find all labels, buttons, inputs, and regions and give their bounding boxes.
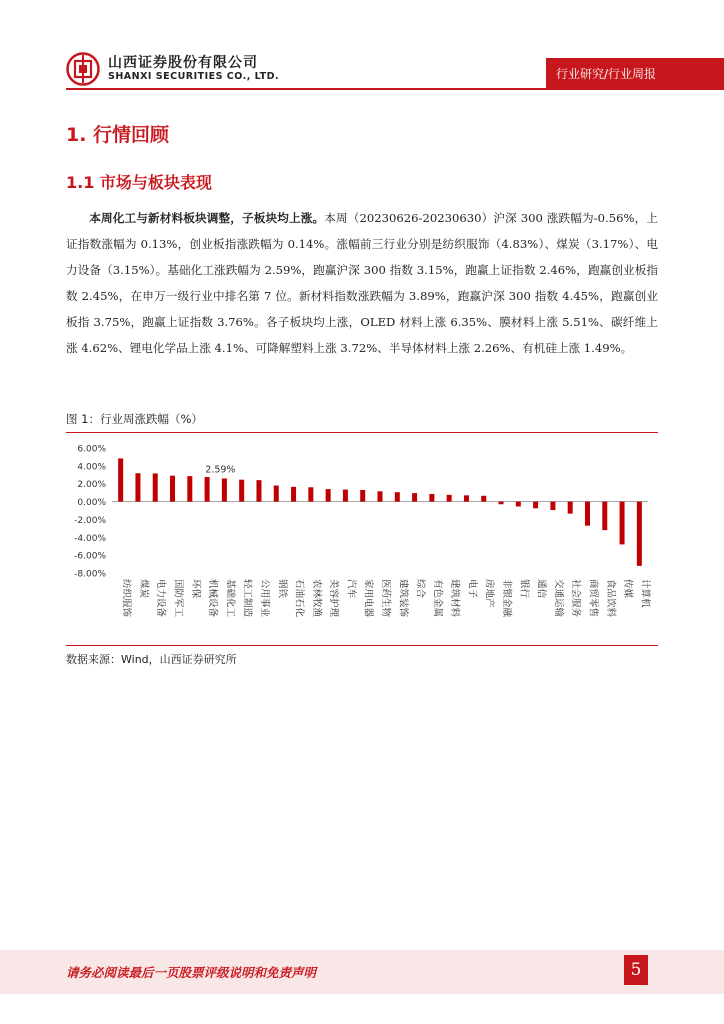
figure-title: 图 1：行业周涨跌幅（%） — [66, 412, 203, 426]
bar — [360, 490, 365, 502]
category-label: 食品饮料 — [604, 579, 616, 618]
category-label: 机械设备 — [207, 579, 219, 618]
category-label: 纺织服饰 — [120, 579, 132, 618]
bar — [481, 496, 486, 502]
category-label: 社会服务 — [570, 579, 582, 618]
bar — [222, 478, 227, 501]
bar — [118, 458, 123, 501]
category-label: 计算机 — [639, 579, 651, 608]
bar — [550, 502, 555, 510]
y-tick-label: 4.00% — [77, 462, 106, 473]
category-label: 交通运输 — [552, 579, 564, 618]
subsection-heading: 1.1 市场与板块表现 — [66, 173, 212, 192]
category-label: 商贸零售 — [587, 579, 599, 618]
bar — [326, 489, 331, 501]
category-label: 银行 — [518, 579, 530, 599]
category-label: 环保 — [189, 579, 201, 599]
bar — [499, 502, 504, 505]
report-type-label: 行业研究/行业周报 — [556, 67, 657, 81]
category-label: 轻工制造 — [241, 579, 253, 618]
figure-bottom-rule — [66, 645, 658, 646]
bar — [620, 502, 625, 545]
bar — [153, 473, 158, 501]
bar — [170, 476, 175, 502]
shanxi-securities-logo-icon — [66, 52, 100, 86]
paragraph-body: 本周（20230626-20230630）沪深 300 涨跌幅为-0.56%，上证指数涨幅为 0.13%，创业板指涨跌幅为 0.14%。涨幅前三行业分别是纺织服饰（4.83%）、煤炭（3.17%）、电力设备（3.15%）。基础化工涨跌幅为 2.59%，跑赢沪深 300 指数 3.15%，跑赢上证指数 2.46%，跑赢创业板指数 2.45%，在申万一级行业中排名第 7 位。新材料指数涨跌幅为 3.89%，跑赢沪深 300 指数 4.45%，跑赢创业板指 3.75%，跑赢上证指数 3.76%。各子板块均上涨，OLED 材料上涨 6.35%、膜材料上涨 5.51%、碳纤维上涨 4.62%、锂电化学品上涨 4.1%、可降解塑料上涨 3.72%、半导体材料上涨 2.26%、有机硅上涨 1.49%。 — [66, 211, 658, 355]
category-label: 家用电器 — [362, 579, 374, 618]
paragraph-lead: 本周化工与新材料板块调整，子板块均上涨。 — [89, 211, 325, 225]
bar — [412, 493, 417, 501]
category-label: 房地产 — [483, 579, 495, 608]
company-name-en: SHANXI SECURITIES CO., LTD. — [108, 71, 280, 82]
bar — [308, 487, 313, 501]
page-number: 5 — [624, 955, 648, 985]
footer-disclaimer: 请务必阅读最后一页股票评级说明和免责声明 — [66, 965, 317, 980]
category-label: 通信 — [535, 579, 547, 599]
industry-weekly-change-chart — [66, 436, 658, 642]
bar — [205, 477, 210, 502]
bar — [568, 502, 573, 514]
data-label: 2.59% — [205, 464, 236, 476]
y-tick-label: -2.00% — [74, 515, 106, 526]
category-label: 国防军工 — [172, 579, 184, 618]
bar — [187, 476, 192, 501]
y-tick-label: -6.00% — [74, 551, 106, 562]
section-heading: 1. 行情回顾 — [66, 124, 170, 146]
category-label: 电子 — [466, 579, 478, 599]
category-label: 综合 — [414, 579, 426, 599]
page-header — [0, 0, 724, 100]
bar — [239, 480, 244, 502]
bar — [464, 495, 469, 501]
category-label: 非银金融 — [501, 579, 513, 618]
category-label: 公用事业 — [258, 579, 270, 618]
category-label: 农林牧渔 — [310, 579, 322, 618]
header-divider — [66, 88, 724, 90]
bar — [343, 490, 348, 502]
bar — [291, 487, 296, 502]
bar — [395, 492, 400, 501]
category-label: 美容护理 — [328, 579, 340, 618]
figure-source: 数据来源：Wind，山西证券研究所 — [66, 653, 237, 666]
category-label: 汽车 — [345, 579, 357, 599]
bar — [274, 486, 279, 502]
bar — [516, 502, 521, 507]
category-label: 煤炭 — [137, 579, 149, 599]
bar — [135, 473, 140, 501]
category-label: 电力设备 — [155, 579, 167, 618]
category-label: 有色金属 — [431, 579, 443, 618]
y-tick-label: 0.00% — [77, 498, 106, 509]
bar — [637, 502, 642, 566]
company-name-cn: 山西证券股份有限公司 — [108, 55, 258, 71]
bar — [256, 480, 261, 501]
bar — [585, 502, 590, 526]
y-tick-label: -8.00% — [74, 569, 106, 580]
category-label: 基础化工 — [224, 579, 236, 618]
category-label: 医药生物 — [380, 579, 391, 618]
bar — [533, 502, 538, 509]
bar — [378, 491, 383, 501]
category-label: 建筑装饰 — [397, 579, 409, 618]
category-label: 石油石化 — [293, 579, 305, 618]
bar — [602, 502, 607, 531]
y-tick-label: -4.00% — [74, 533, 106, 544]
y-tick-label: 2.00% — [77, 480, 106, 491]
category-label: 钢铁 — [276, 579, 288, 599]
body-paragraph — [66, 205, 658, 361]
y-tick-label: 6.00% — [77, 444, 106, 455]
figure-top-rule — [66, 432, 658, 433]
category-label: 建筑材料 — [449, 579, 461, 618]
bar — [447, 495, 452, 502]
category-label: 传媒 — [622, 579, 634, 599]
bar — [429, 494, 434, 502]
